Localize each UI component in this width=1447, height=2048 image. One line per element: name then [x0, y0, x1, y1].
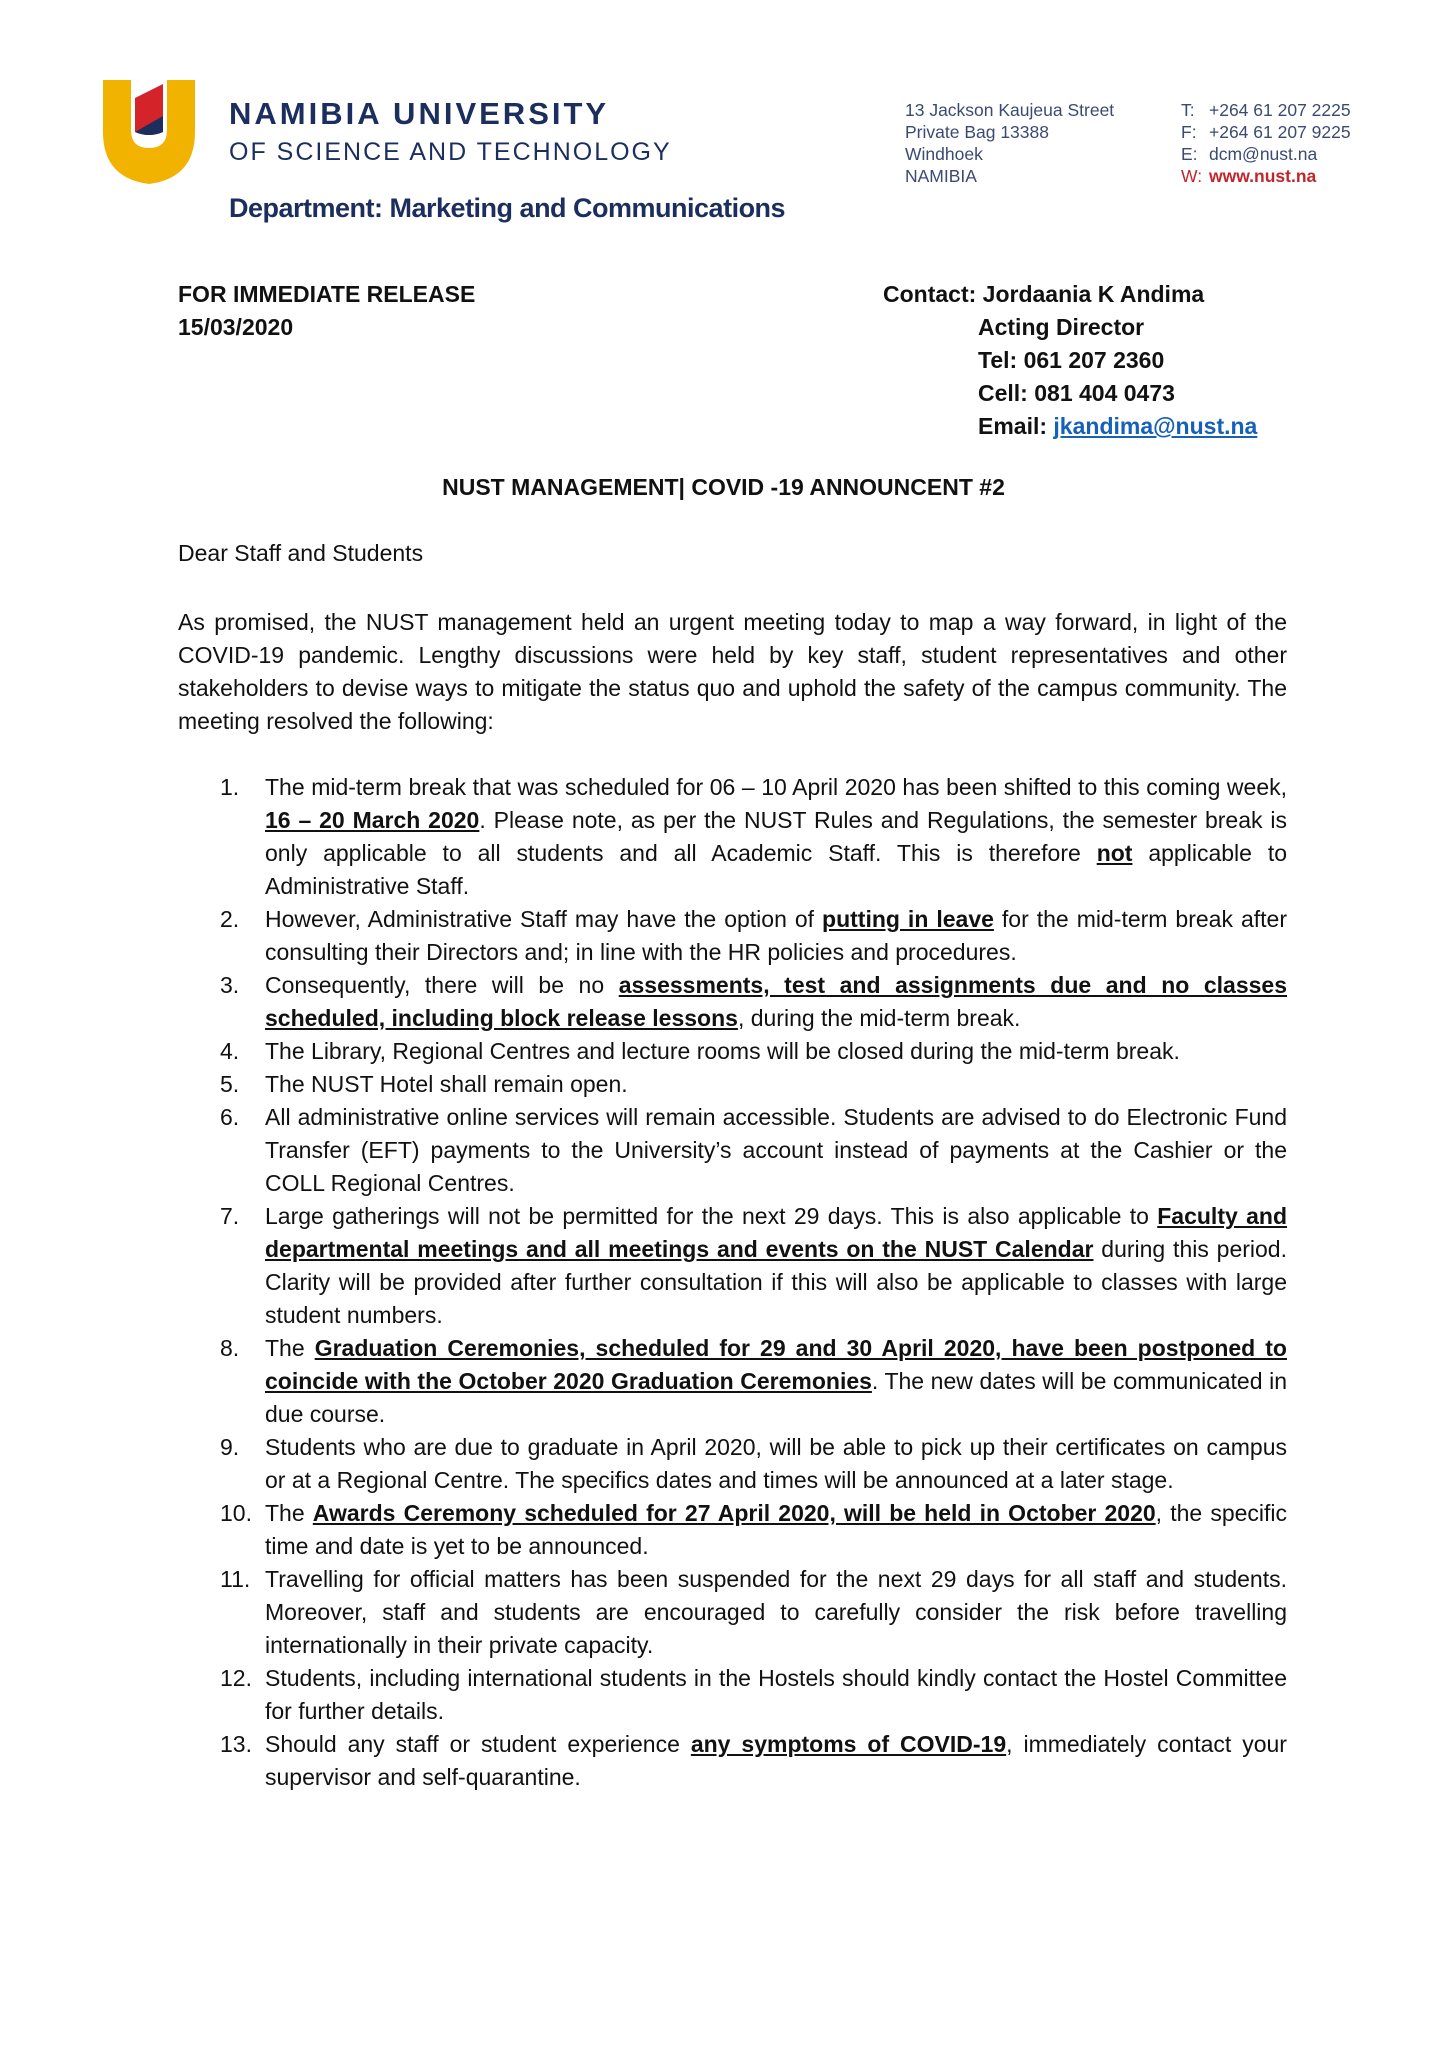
list-item-text: . The new dates will be communicated in due course. — [265, 1368, 1287, 1427]
intro-paragraph: As promised, the NUST management held an urgent meeting today to map a way forward, in light of the COVID-19 pandemic. Lengthy discussions were held by key staff, student representatives and other stakeholders to devise ways to mitigate the status quo and uphold the safety of the campus community. The meeting resolved the following: — [178, 609, 1287, 734]
contact-title: Acting Director — [978, 314, 1145, 340]
list-item-text: , immediately contact your supervisor and self-quarantine. — [265, 1731, 1287, 1790]
fax-label: F: — [1181, 122, 1197, 142]
list-item — [178, 969, 1287, 1035]
university-subtitle: OF SCIENCE AND TECHNOLOGY — [229, 138, 672, 166]
announcement-headline: NUST MANAGEMENT| COVID -19 ANNOUNCENT #2 — [442, 474, 1005, 500]
website-link[interactable]: www.nust.na — [1209, 166, 1317, 186]
website-line — [1181, 165, 1351, 187]
list-item-text: However, Administrative Staff may have the option of — [265, 906, 823, 932]
list-item-number: 2. — [220, 906, 240, 932]
emphasized-text: any symptoms of COVID-19 — [690, 1731, 1007, 1757]
university-name: NAMIBIA UNIVERSITY — [229, 96, 610, 131]
list-item-number: 8. — [220, 1335, 240, 1361]
list-item-number: 1. — [220, 774, 240, 800]
list-item-text: All administrative online services will remain accessible. Students are advised to do Electronic Fund Transfer (EFT) payments to the University’s account instead of payments at the Cashier or the COLL Regional Centres. — [265, 1104, 1287, 1196]
press-contact-block — [883, 278, 1257, 443]
list-item — [178, 771, 1287, 903]
emphasized-text: 16 – 20 March 2020 — [265, 807, 480, 833]
list-item-text: Large gatherings will not be permitted for the next 29 days. This is also applicable to — [265, 1203, 1158, 1229]
email-value[interactable]: dcm@nust.na — [1209, 144, 1318, 164]
list-item-text: The — [265, 1500, 313, 1526]
list-item — [178, 1662, 1287, 1728]
contact-email-label: Email: — [978, 413, 1054, 439]
address-line: 13 Jackson Kaujeua Street — [905, 100, 1115, 120]
release-label: FOR IMMEDIATE RELEASE — [178, 281, 476, 307]
nust-logo-shield-icon — [99, 76, 199, 188]
email-line — [1181, 143, 1351, 165]
list-item-text: Should any staff or student experience — [265, 1731, 691, 1757]
resolutions-list — [178, 771, 1287, 1794]
list-item — [178, 1332, 1287, 1431]
salutation: Dear Staff and Students — [178, 540, 424, 566]
release-block — [178, 278, 475, 344]
list-item-number: 5. — [220, 1071, 240, 1097]
list-item-text: for the mid-term break after consulting their Directors and; in line with the HR policies and procedures. — [265, 906, 1287, 965]
fax-value: +264 61 207 9225 — [1209, 122, 1351, 142]
list-item-number: 3. — [220, 972, 240, 998]
address-line: Private Bag 13388 — [905, 122, 1049, 142]
list-item-number: 4. — [220, 1038, 240, 1064]
contact-name: Contact: Jordaania K Andima — [883, 281, 1205, 307]
emphasized-text: Awards Ceremony scheduled for 27 April 2020, will be held in October 2020 — [312, 1500, 1156, 1526]
contact-email-line — [883, 410, 1257, 443]
department-title: Department: Marketing and Communications — [229, 193, 786, 223]
release-date: 15/03/2020 — [178, 314, 294, 340]
fax-line — [1181, 121, 1351, 143]
postal-address — [905, 99, 1114, 187]
header-contact-details — [1181, 99, 1351, 187]
emphasized-text: putting in leave — [822, 906, 994, 932]
list-item — [178, 1497, 1287, 1563]
list-item-number: 13. — [220, 1731, 252, 1757]
list-item-number: 10. — [220, 1500, 252, 1526]
email-label: E: — [1181, 144, 1198, 164]
list-item — [178, 1431, 1287, 1497]
phone-label: T: — [1181, 100, 1195, 120]
list-item-number: 12. — [220, 1665, 252, 1691]
list-item-text: The NUST Hotel shall remain open. — [265, 1071, 628, 1097]
emphasized-text: not — [1096, 840, 1133, 866]
contact-cell: Cell: 081 404 0473 — [978, 380, 1175, 406]
list-item-text: applicable to Administrative Staff. — [265, 840, 1287, 899]
list-item — [178, 903, 1287, 969]
list-item-text: during this period. Clarity will be provided after further consultation if this will also be applicable to classes with large student numbers. — [265, 1236, 1287, 1328]
contact-email-link[interactable]: jkandima@nust.na — [1053, 413, 1258, 439]
list-item-text: Students who are due to graduate in April 2020, will be able to pick up their certificates on campus or at a Regional Centre. The specifics dates and times will be announced at a later stage. — [265, 1434, 1287, 1493]
phone-line — [1181, 99, 1351, 121]
emphasized-text: Faculty and departmental meetings and all meetings and events on the NUST Calendar — [265, 1203, 1287, 1262]
contact-tel: Tel: 061 207 2360 — [978, 347, 1165, 373]
list-item-number: 9. — [220, 1434, 240, 1460]
address-line: NAMIBIA — [905, 166, 977, 186]
list-item-text: Consequently, there will be no — [265, 972, 619, 998]
emphasized-text: assessments, test and assignments due and no classes scheduled, including block release lessons — [265, 972, 1287, 1031]
list-item-number: 11. — [220, 1566, 251, 1592]
list-item — [178, 1101, 1287, 1200]
list-item-text: , the specific time and date is yet to be announced. — [265, 1500, 1288, 1559]
list-item — [178, 1068, 1287, 1101]
list-item-text: The mid-term break that was scheduled for 06 – 10 April 2020 has been shifted to this coming week, — [265, 774, 1287, 800]
website-label: W: — [1181, 166, 1203, 186]
list-item-text: The Library, Regional Centres and lecture rooms will be closed during the mid-term break. — [265, 1038, 1180, 1064]
list-item — [178, 1200, 1287, 1332]
list-item-number: 7. — [220, 1203, 240, 1229]
list-item-text: Travelling for official matters has been suspended for the next 29 days for all staff and students. Moreover, staff and students are encouraged to carefully consider the risk before travelling internationally in their private capacity. — [265, 1566, 1287, 1658]
list-item-text: . Please note, as per the NUST Rules and Regulations, the semester break is only applicable to all students and all Academic Staff. This is therefore — [265, 807, 1287, 866]
list-item-text: , during the mid-term break. — [737, 1005, 1021, 1031]
phone-value: +264 61 207 2225 — [1209, 100, 1351, 120]
list-item-text: Students, including international students in the Hostels should kindly contact the Hostel Committee for further details. — [265, 1665, 1287, 1724]
list-item — [178, 1563, 1287, 1662]
list-item-text: The — [265, 1335, 315, 1361]
address-line: Windhoek — [905, 144, 983, 164]
emphasized-text: Graduation Ceremonies, scheduled for 29 and 30 April 2020, have been postponed to coincide with the October 2020 Graduation Ceremonies — [265, 1335, 1287, 1394]
list-item-number: 6. — [220, 1104, 240, 1130]
list-item — [178, 1728, 1287, 1794]
list-item — [178, 1035, 1287, 1068]
